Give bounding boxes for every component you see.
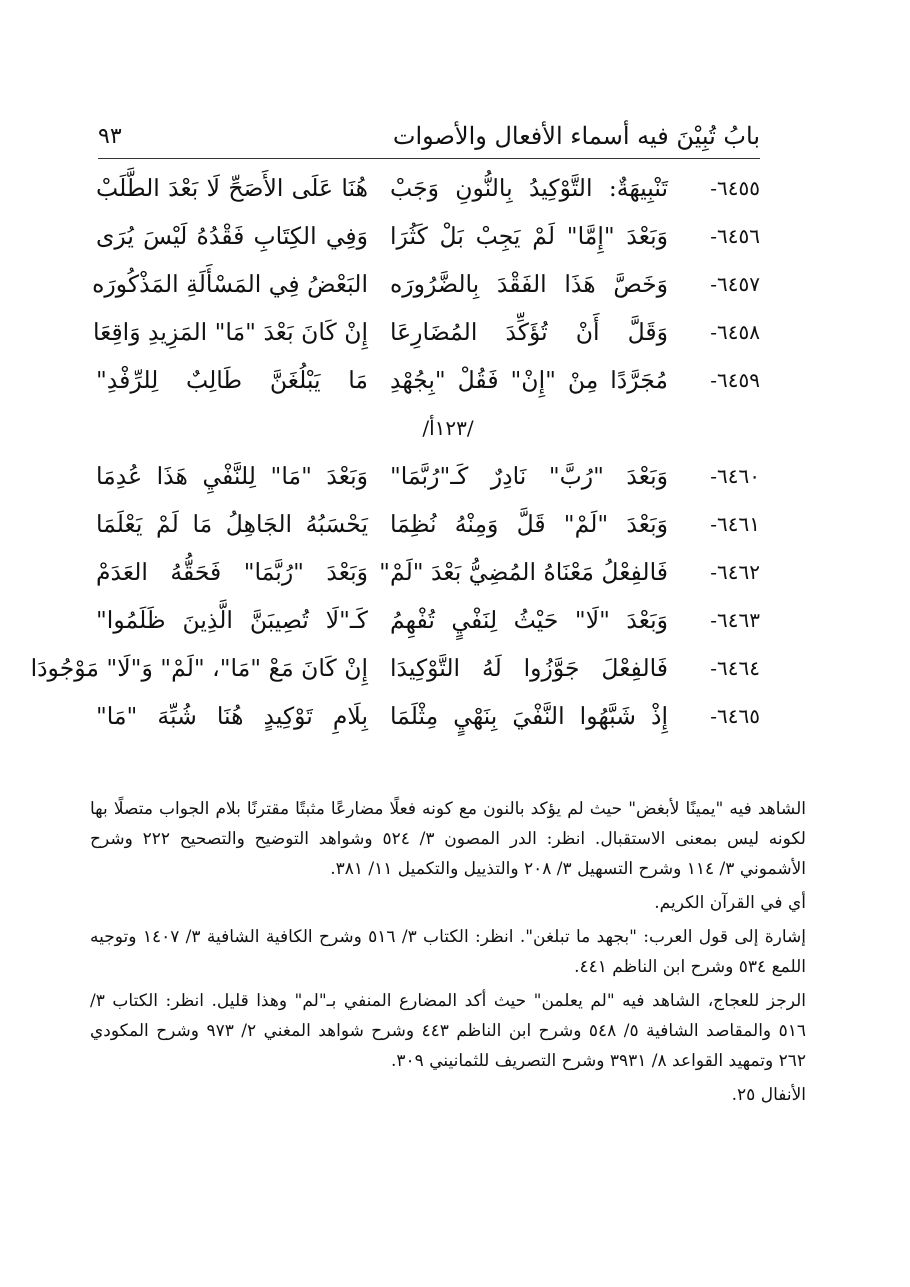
verse-first-hemistich: وَبَعْدَ "لَمْ" قَلَّ وَمِنْهُ نُظِمَا xyxy=(390,510,668,538)
verse-second-hemistich: وَبَعْدَ "مَا" لِلنَّفْيِ هَذَا عُدِمَا xyxy=(96,462,368,490)
footnote: أي في القرآن الكريم. xyxy=(654,893,806,913)
verse-number: ٦٤٥٦- xyxy=(710,224,760,248)
verse-second-hemistich: هُنَا عَلَى الأَصَحِّ لَا بَعْدَ الطَّلَبْ xyxy=(96,174,368,202)
verse-second-hemistich: البَعْضُ فِي المَسْأَلَةِ المَذْكُورَه xyxy=(92,270,368,298)
verse-second-hemistich: وَفِي الكِتَابِ فَقْدُهُ لَيْسَ يُرَى xyxy=(96,222,368,250)
verse-second-hemistich: بِلَامِ تَوْكِيدٍ هُنَا شُبِّهَ "مَا" xyxy=(96,702,368,730)
verse-line xyxy=(92,308,760,356)
footnote: الشاهد فيه "يمينًا لأبغض" حيث لم يؤكد بالنون مع كونه فعلًا مضارعًا مثبتًا مقترنًا بلام الجواب متصلًا بها لكونه ليس بمعنى الاستقبال. انظر: الدر المصون ٣/ ٥٢٤ وشواهد التوضيح والتصحيح ٢٢٢ وشرح الأشموني ٣/ ١١٤ وشرح التسهيل ٣/ ٢٠٨ والتذييل والتكميل ١١/ ٣٨١. xyxy=(90,799,806,879)
page-number: ٩٣ xyxy=(98,124,122,149)
verse-first-hemistich: تَنْبِيهَةٌ: التَّوْكِيدُ بِالنُّونِ وَجَبْ xyxy=(390,174,668,202)
verse-second-hemistich: كَـ"لَا تُصِيبَنَّ الَّذِينَ ظَلَمُوا" xyxy=(96,606,368,634)
verse-number: ٦٤٥٩- xyxy=(710,368,760,392)
chapter-title: بابُ تُبِيْنَ فيه أسماء الأفعال والأصوات xyxy=(392,122,760,150)
verse-number: ٦٤٥٥- xyxy=(710,176,760,200)
verse-line xyxy=(96,500,760,548)
verse-second-hemistich: إِنْ كَانَ بَعْدَ "مَا" المَزِيدِ وَاقِعَا xyxy=(92,318,368,346)
verse-second-hemistich: وَبَعْدَ "رُبَّمَا" فَحَقُّهُ العَدَمْ xyxy=(96,558,368,586)
verse-number: ٦٤٦٣- xyxy=(710,608,760,632)
verse-number: ٦٤٥٧- xyxy=(710,272,760,296)
verse-first-hemistich: وَقَلَّ أَنْ تُؤَكِّدَ المُضَارِعَا xyxy=(390,318,668,346)
footnotes xyxy=(90,794,806,1114)
verse-line xyxy=(96,596,760,644)
verse-second-hemistich: يَحْسَبُهُ الجَاهِلُ مَا لَمْ يَعْلَمَا xyxy=(96,510,368,538)
verse-second-hemistich: مَا يَبْلُغَنَّ طَالِبٌ لِلرِّفْدِ" xyxy=(96,366,368,394)
verse-first-hemistich: مُجَرَّدًا مِنْ "إِنْ" فَقُلْ "بِجُهْدِ xyxy=(390,366,668,394)
verse-line xyxy=(92,260,760,308)
verse-number: ٦٤٦٤- xyxy=(710,656,760,680)
verse-first-hemistich: فَالفِعْلَ جَوَّزُوا لَهُ التَّوْكِيدَا xyxy=(390,654,668,682)
verse-first-hemistich: وَبَعْدَ "رُبَّ" نَادِرٌ كَـ"رُبَّمَا" xyxy=(390,462,668,490)
verse-first-hemistich: وَبَعْدَ "إِمَّا" لَمْ يَجِبْ بَلْ كَثُرَا xyxy=(390,222,668,250)
verse-number: ٦٤٥٨- xyxy=(710,320,760,344)
verse-line xyxy=(96,548,760,596)
verse-line xyxy=(30,644,760,692)
footnote: الأنفال ٢٥. xyxy=(731,1085,806,1105)
verse-first-hemistich: وَبَعْدَ "لَا" حَيْثُ لِنَفْيٍ تُفْهِمُ xyxy=(390,606,668,634)
verse-line xyxy=(96,164,760,212)
verse-first-hemistich: إِذْ شَبَّهُوا النَّفْيَ بِنَهْيٍ مِثْلَمَا xyxy=(390,702,668,730)
verse-second-hemistich: إِنْ كَانَ مَعْ "مَا"، "لَمْ" وَ"لَا" مَوْجُودَا xyxy=(30,654,368,682)
verse-first-hemistich: وَخَصَّ هَذَا الفَقْدَ بِالضَّرُورَه xyxy=(390,270,668,298)
footnote: إشارة إلى قول العرب: "بجهد ما تبلغن". انظر: الكتاب ٣/ ٥١٦ وشرح الكافية الشافية ٣/ ١٤٠٧ وتوجيه اللمع ٥٣٤ وشرح ابن الناظم ٤٤١. xyxy=(90,927,807,977)
verse-line xyxy=(96,212,760,260)
verse-number: ٦٤٦٢- xyxy=(710,560,760,584)
verses-block xyxy=(30,164,760,740)
verse-first-hemistich: فَالفِعْلُ مَعْنَاهُ المُضِيُّ بَعْدَ "لَمْ" xyxy=(379,558,668,586)
verse-line xyxy=(96,356,760,404)
verse-number: ٦٤٦١- xyxy=(710,512,760,536)
verse-number: ٦٤٦٥- xyxy=(710,704,760,728)
verse-number: ٦٤٦٠- xyxy=(710,464,760,488)
verse-line xyxy=(96,452,760,500)
running-header xyxy=(98,118,760,159)
verse-line xyxy=(96,692,760,740)
manuscript-folio-marker: /١٢٣أ/ xyxy=(422,416,474,440)
footnote: الرجز للعجاج، الشاهد فيه "لم يعلمن" حيث أكد المضارع المنفي بـ"لم" وهذا قليل. انظر: الكتاب ٣/ ٥١٦ والمقاصد الشافية ٥/ ٥٤٨ وشرح ابن الناظم ٤٤٣ وشرح شواهد المغني ٢/ ٩٧٣ وشرح المكودي ٢٦٢ وتمهيد القواعد ٨/ ٣٩٣١ وشرح التصريف للثمانيني ٣٠٩. xyxy=(90,991,806,1071)
